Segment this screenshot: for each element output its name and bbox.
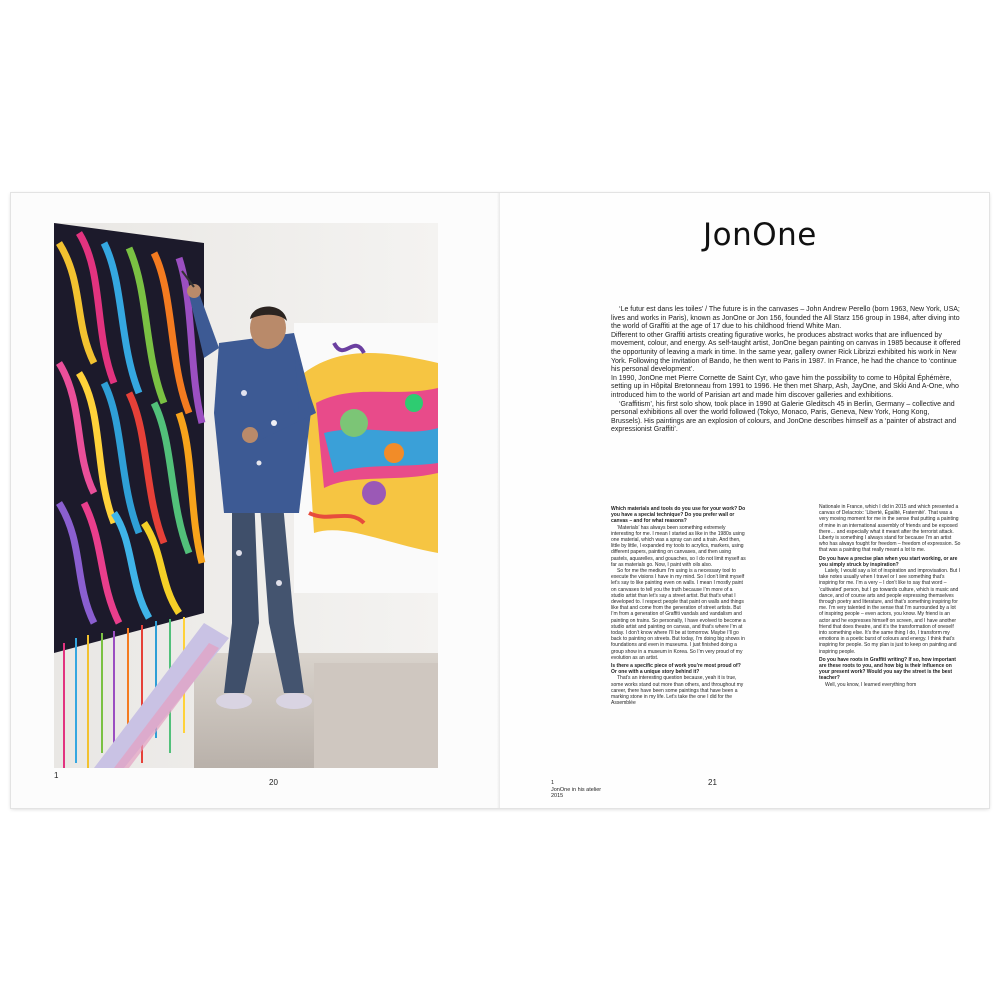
interview-question: Which materials and tools do you use for your work? Do you have a special technique? Do you prefer wall or canvas – and for what reasons? <box>611 506 746 525</box>
interview-answer: Well, you know, I learned everything from <box>825 681 917 688</box>
caption-text: JonOne in his atelier <box>551 786 602 793</box>
intro-paragraph: ‘Le futur est dans les toiles’ / The future is in the canvases – John Andrew Perello (born 1963, New York, USA; lives and works in Paris), known as JonOne or Jon 156, founded the All Starz 156 group in 1984, after diving into the world of Graffiti at the age of 17 due to his childhood friend White Man. <box>611 306 960 331</box>
photo-number-label: 1 <box>54 771 59 780</box>
caption-year: 2015 <box>551 793 564 800</box>
right-page <box>500 193 989 808</box>
interview-answer: Lately, I would say a lot of inspiration and improvisation. But I take notes usually when I travel or I see something that’s inspiring for me. I’m a very – I don’t like to say that word – ‘cultivated’ person, but I go towards culture, which is music and dance, and of course arts and people expressing themselves through poetry and literature, and that’s something inspiring for me. I’m very talented in the sense that I’m surrounded by a lot of inspiring people – even actors, you know. My friend is an actor and he expresses himself on screen, and I have another friend that does theatre, and it’s the transformation of oneself into something else. It’s the same thing I do, I transform my emotions in a poetic burst of colours and energy. I think that’s inspiring for people. So my plan is just to keep on painting and inspiring people. <box>819 568 960 655</box>
page-number-left: 20 <box>269 778 278 787</box>
intro-paragraph: In 1990, JonOne met Pierre Cornette de Saint Cyr, who gave him the possibility to come to Hôpital Éphémère, setting up in Hôpital Bretonneau from 1991 to 1996. He then met Sharp, Ash, JayOne, and Skki And A-One, who introduced him to the world of Parisian art and made him discover galleries and exhibitions. <box>611 374 959 399</box>
caption-number: 1 <box>551 780 555 786</box>
intro-text <box>611 306 961 435</box>
interview-answer: ‘Materials’ has always been something extremely interesting for me. I mean I started as like in the 1980s using one material, which was a spray can and a train. And then, little by little, I expanded my tools to acrylics, markers, using different papers, painting on canvases, and then using pastels, aquarelles, and gouaches, so I do not limit myself as far as materials go. Now, I paint with oils also. <box>611 524 746 568</box>
photo-caption <box>551 780 611 800</box>
magazine-spread <box>11 193 989 808</box>
artist-photo <box>54 223 438 768</box>
article-title: JonOne <box>703 217 817 253</box>
page-number-right: 21 <box>708 778 717 787</box>
left-page <box>11 193 500 808</box>
interview-column-1 <box>611 504 747 707</box>
interview-question: Is there a specific piece of work you’re most proud of? Or one with a unique story behind it? <box>611 663 741 676</box>
studio-photo-illustration <box>54 223 438 768</box>
interview-answer: That’s an interesting question because, yeah it is true, some works stand out more than others, and throughout my career, there have been some paintings that have been a marking stone in my life. Let’s take the one I did for the Assemblée <box>611 675 744 707</box>
interview-answer: Nationale in France, which I did in 2015 and which presented a canvas of Delacroix: ‘Liberté, Égalité, Fraternité’. That was a very moving moment for me in the sense that putting a painting of mine in an international assembly of friends and be exposed there… and especially what it meant after the terrorist attack. Liberty is something I always stand for because I’m an artist who has always fought for freedom – freedom of expression. So that was a painting that really meant a lot to me. <box>819 504 961 554</box>
interview-question: Do you have a precise plan when you start working, or are you simply struck by inspiration? <box>819 555 958 568</box>
background-canvas <box>294 323 438 593</box>
interview-column-2 <box>819 504 961 688</box>
intro-paragraph: ‘Graffitism’, his first solo show, took place in 1990 at Galerie Gleditsch 45 in Berlin, Germany – collective and personal exhibitions all over the world followed (Tokyo, Monaco, Paris, Geneva, New York, Hong Kong, Brussels). His paintings are an explosion of colours, and JonOne describes himself as a ‘painter of abstract and expressionist Graffiti’. <box>611 400 957 434</box>
interview-question: Do you have roots in Graffiti writing? If so, how important are these roots to you, and how big is their influence on your present work? Would you say the street is the best teacher? <box>819 656 956 682</box>
intro-paragraph: Different to other Graffiti artists creating figurative works, he produces abstract works that are influenced by movement, colour, and energy. As self-taught artist, JonOne began painting on canvas in 1985 because it offered the opportunity of leaving a mark in time. In the same year, gallery owner Rick Librizzi exhibited his work in New York. Following the invitation of Bando, he then went to Paris in 1987. In France, he had the chance to ‘continue his personal development’. <box>611 331 961 374</box>
interview-answer: So for me the medium I’m using is a necessary tool to execute the visions I have in my mind. So I don’t limit myself let’s say to like painting even on walls. I mean I mostly paint on canvases to tell you the truth because I’m more of a studio artist than let’s say a street artist. But that’s what I developed to. I respect people that paint on walls and things like that and come from the generation of street artists. But I’m from a generation of Graffiti vandals and vandalism and painting on trains. So personally, I have evolved to become a studio artist and painting on canvas, and that’s where I’m at today. I don’t know where I’ll be at tomorrow. Maybe I’ll go back to painting on streets. But today, I’m doing big shows in foundations and even in museums. I just finished doing a group show in a museum in Korea. So I’m very proud of my evolution as an artist. <box>611 568 746 661</box>
